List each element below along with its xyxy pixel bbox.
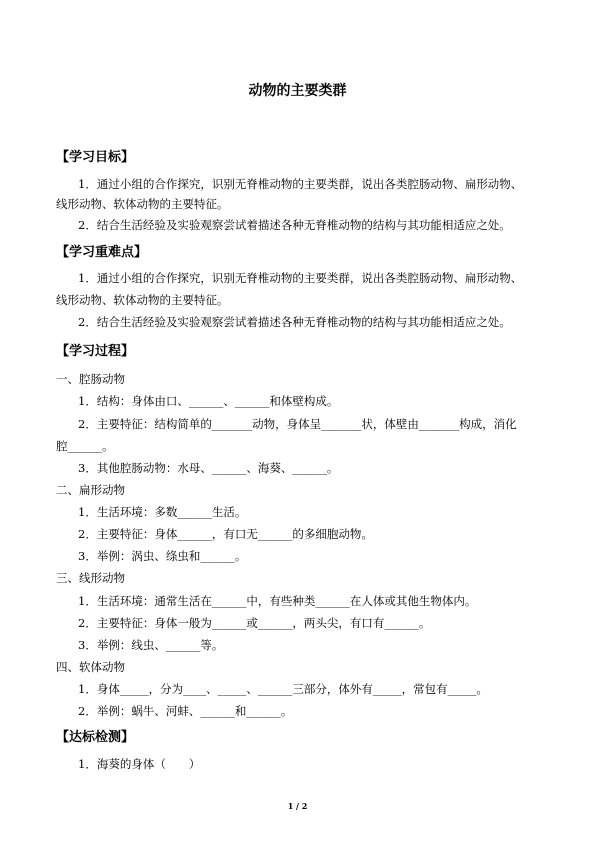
mollusks-line-1: 1．身体_____，分为____、_____、______三部分，体外有_____，常包有_____。: [78, 682, 488, 696]
roundworms-line-3: 3．举例：线虫、______等。: [78, 638, 224, 652]
flatworms-title: 二、扁形动物: [56, 483, 125, 497]
key-point-2: 2．结合生活经验及实验观察尝试着描述各种无脊椎动物的结构与其功能相适应之处。: [78, 315, 511, 329]
process-heading: 【学习过程】: [56, 344, 135, 359]
cnidarians-line-3: 腔______。: [56, 439, 114, 453]
cnidarians-title: 一、腔肠动物: [56, 372, 125, 386]
objective-2: 2．结合生活经验及实验观察尝试着描述各种无脊椎动物的结构与其功能相适应之处。: [78, 218, 511, 232]
key-point-1-line-2: 线形动物、软体动物的主要特征。: [56, 293, 229, 307]
objective-1-line-2: 线形动物、软体动物的主要特征。: [56, 197, 229, 211]
objectives-heading: 【学习目标】: [56, 150, 135, 165]
mollusks-title: 四、软体动物: [56, 660, 125, 674]
flatworms-line-3: 3．举例：涡虫、绦虫和______。: [78, 549, 247, 563]
key-points-heading: 【学习重难点】: [56, 245, 148, 260]
mollusks-line-2: 2．举例：蜗牛、河蚌、______和______。: [78, 704, 293, 718]
test-heading: 【达标检测】: [56, 730, 135, 745]
page-number: 1 / 2: [287, 801, 308, 811]
flatworms-line-1: 1．生活环境：多数______生活。: [78, 505, 247, 519]
roundworms-title: 三、线形动物: [56, 571, 125, 585]
page-title: 动物的主要类群: [248, 83, 347, 99]
roundworms-line-1: 1．生活环境：通常生活在______中，有些种类______在人体或其他生物体内。: [78, 594, 477, 608]
roundworms-line-2: 2．主要特征：身体一般为______或______，两头尖，有口有______。: [78, 616, 431, 630]
cnidarians-line-4: 3．其他腔肠动物：水母、______、海葵、______。: [78, 461, 339, 475]
cnidarians-line-1: 1．结构：身体由口、______、______和体壁构成。: [78, 394, 339, 408]
flatworms-line-2: 2．主要特征：身体______，有口无______的多细胞动物。: [78, 527, 373, 541]
test-question-1: 1．海葵的身体（ ）: [78, 757, 201, 771]
cnidarians-line-2: 2．主要特征：结构简单的_______动物，身体呈_______状，体壁由_______构成，消化: [78, 417, 517, 431]
key-point-1-line-1: 1．通过小组的合作探究，识别无脊椎动物的主要类群，说出各类腔肠动物、扁形动物、: [78, 271, 523, 285]
objective-1-line-1: 1．通过小组的合作探究，识别无脊椎动物的主要类群，说出各类腔肠动物、扁形动物、: [78, 177, 523, 191]
